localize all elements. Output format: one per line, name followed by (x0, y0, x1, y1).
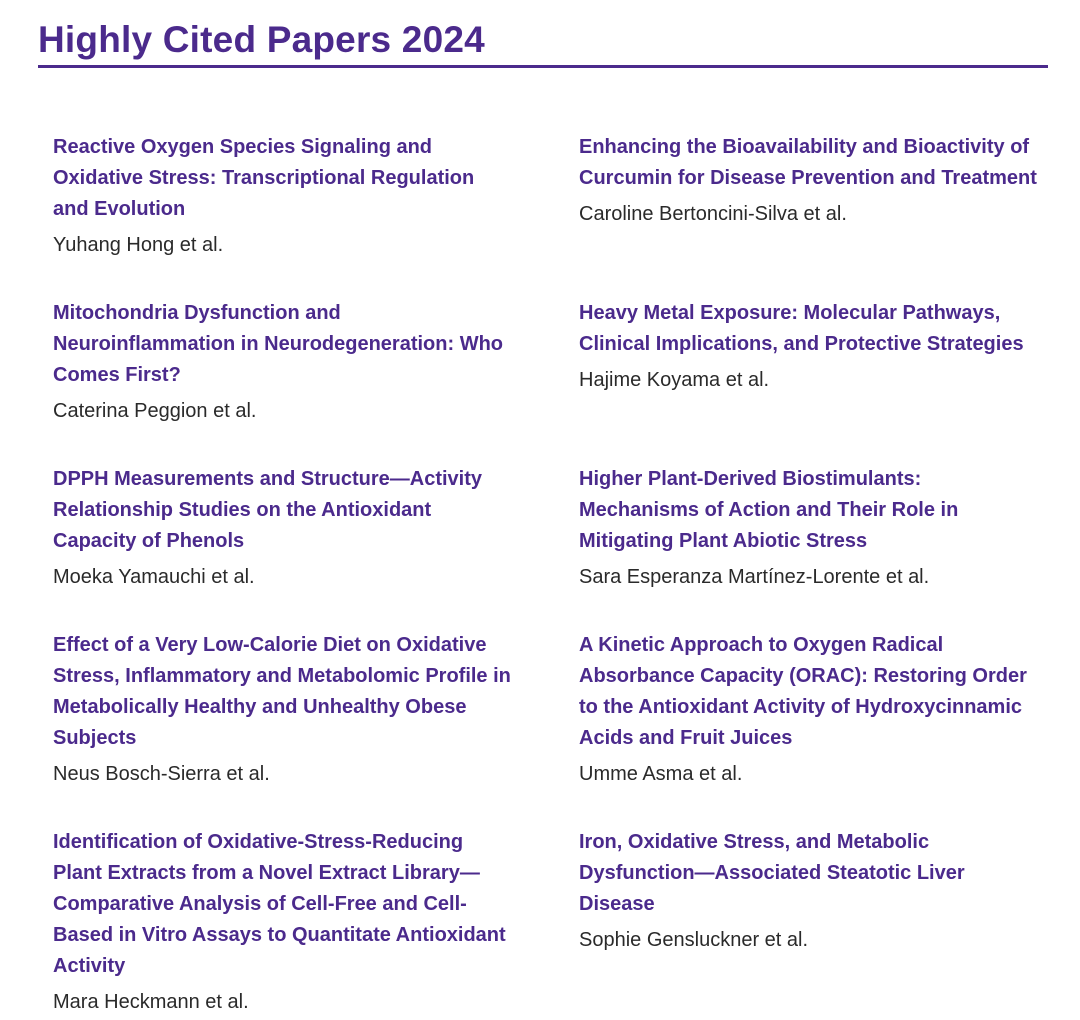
paper-item (53, 298, 513, 425)
paper-title-link[interactable]: Mitochondria Dysfunction and Neuroinflammation in Neurodegeneration: Who Comes First? (53, 302, 504, 386)
paper-title-link[interactable]: Enhancing the Bioavailability and Bioactivity of Curcumin for Disease Prevention and Treatment (579, 136, 1037, 189)
paper-authors: Neus Bosch-Sierra et al. (53, 763, 270, 785)
paper-authors: Moeka Yamauchi et al. (53, 566, 255, 588)
page-title: Highly Cited Papers 2024 (38, 19, 485, 60)
paper-authors: Hajime Koyama et al. (579, 369, 770, 391)
paper-title-link[interactable]: Effect of a Very Low-Calorie Diet on Oxidative Stress, Inflammatory and Metabolomic Profile in Metabolically Healthy and Unhealthy Obese Subjects (53, 634, 511, 749)
paper-item (53, 464, 513, 591)
paper-authors: Caroline Bertoncini-Silva et al. (579, 203, 847, 225)
paper-authors: Yuhang Hong et al. (53, 234, 224, 256)
page-header (38, 14, 1048, 68)
paper-item (53, 827, 513, 1016)
paper-title-link[interactable]: Iron, Oxidative Stress, and Metabolic Dysfunction—Associated Steatotic Liver Disease (579, 831, 965, 915)
paper-item (53, 132, 513, 259)
paper-authors: Umme Asma et al. (579, 763, 743, 785)
paper-title-link[interactable]: Reactive Oxygen Species Signaling and Oxidative Stress: Transcriptional Regulation and Evolution (53, 136, 475, 220)
paper-title-link[interactable]: Heavy Metal Exposure: Molecular Pathways, Clinical Implications, and Protective Strategies (579, 302, 1024, 355)
paper-item (579, 132, 1039, 228)
paper-item (53, 630, 513, 788)
paper-title-link[interactable]: Identification of Oxidative-Stress-Reducing Plant Extracts from a Novel Extract Library—Comparative Analysis of Cell-Free and Cell-Based in Vitro Assays to Quantitate Antioxidant Activity (53, 831, 506, 977)
paper-authors: Caterina Peggion et al. (53, 400, 257, 422)
paper-title-link[interactable]: DPPH Measurements and Structure—Activity Relationship Studies on the Antioxidant Capacity of Phenols (53, 468, 483, 552)
paper-authors: Mara Heckmann et al. (53, 991, 249, 1013)
paper-authors: Sophie Gensluckner et al. (579, 929, 809, 951)
paper-item (579, 827, 1039, 954)
paper-item (579, 630, 1039, 788)
paper-title-link[interactable]: Higher Plant-Derived Biostimulants: Mechanisms of Action and Their Role in Mitigating Plant Abiotic Stress (579, 468, 959, 552)
paper-authors: Sara Esperanza Martínez-Lorente et al. (579, 566, 930, 588)
paper-item (579, 464, 1039, 591)
paper-item (579, 298, 1039, 394)
paper-title-link[interactable]: A Kinetic Approach to Oxygen Radical Absorbance Capacity (ORAC): Restoring Order to the Antioxidant Activity of Hydroxycinnamic Acids and Fruit Juices (579, 634, 1027, 749)
